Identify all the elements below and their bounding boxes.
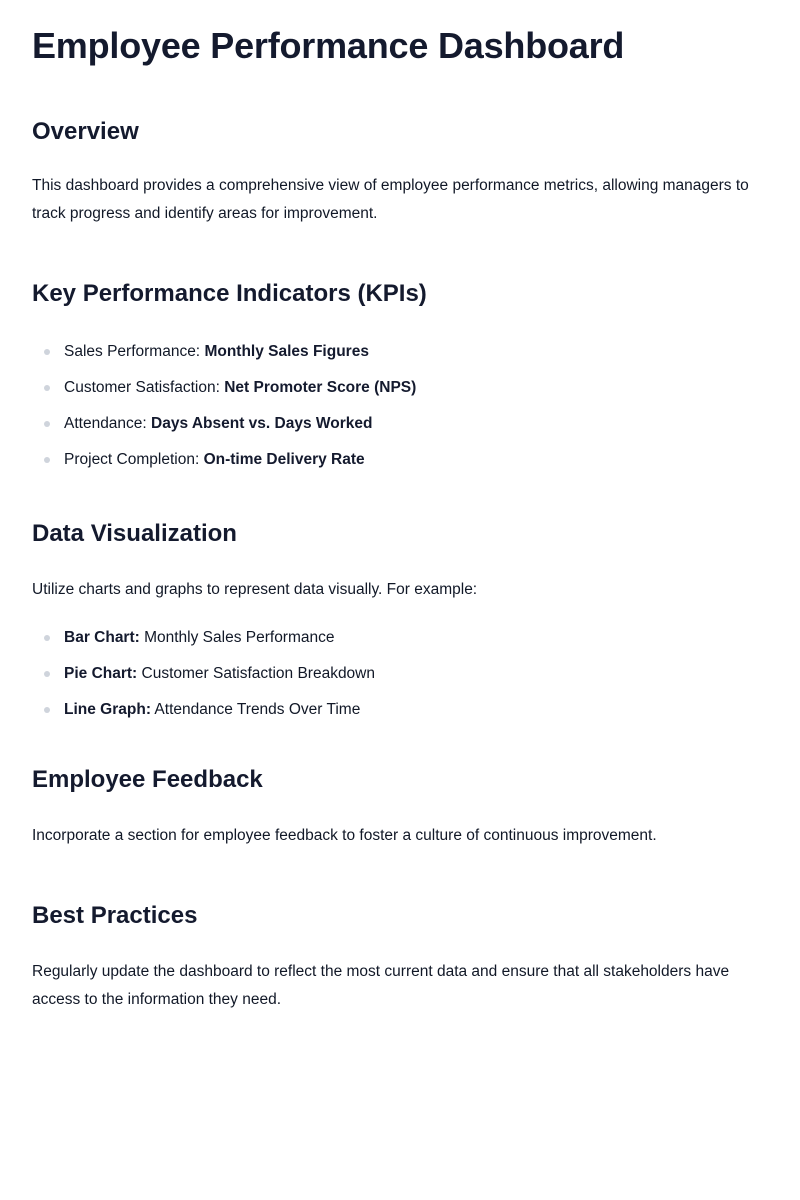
- chart-type-label: Line Graph:: [64, 701, 151, 718]
- kpi-label: Sales Performance:: [64, 343, 205, 360]
- list-item: [32, 376, 768, 400]
- list-item: [32, 626, 768, 650]
- data-visualization-text: Utilize charts and graphs to represent data visually. For example:: [32, 581, 478, 598]
- employee-feedback-section: [32, 764, 768, 850]
- kpi-value: Monthly Sales Figures: [204, 343, 369, 360]
- page-title: Employee Performance Dashboard: [32, 25, 625, 66]
- kpi-value: Days Absent vs. Days Worked: [151, 415, 373, 432]
- overview-section: [32, 116, 768, 228]
- best-practices-section: [32, 900, 768, 1014]
- list-item: [32, 448, 768, 472]
- overview-heading: Overview: [32, 118, 139, 145]
- kpi-value: On-time Delivery Rate: [203, 451, 365, 468]
- kpi-label: Customer Satisfaction:: [64, 379, 225, 396]
- list-item: [32, 412, 768, 436]
- chart-type-label: Bar Chart:: [64, 629, 140, 646]
- chart-description: Attendance Trends Over Time: [150, 701, 361, 718]
- best-practices-heading: Best Practices: [32, 902, 198, 929]
- chart-description: Customer Satisfaction Breakdown: [137, 665, 375, 682]
- kpi-value: Net Promoter Score (NPS): [224, 379, 417, 396]
- list-item: [32, 340, 768, 364]
- data-visualization-section: [32, 518, 768, 722]
- chart-description: Monthly Sales Performance: [139, 629, 335, 646]
- chart-type-label: Pie Chart:: [64, 665, 138, 682]
- data-visualization-heading: Data Visualization: [32, 520, 237, 547]
- employee-feedback-heading: Employee Feedback: [32, 766, 263, 793]
- employee-feedback-text: Incorporate a section for employee feedback to foster a culture of continuous improvement.: [32, 827, 657, 844]
- best-practices-text: Regularly update the dashboard to reflect the most current data and ensure that all stakeholders have access to the information they need.: [32, 963, 730, 1008]
- overview-text: This dashboard provides a comprehensive view of employee performance metrics, allowing managers to track progress and identify areas for improvement.: [32, 177, 749, 222]
- kpi-label: Attendance:: [64, 415, 152, 432]
- visualization-list: [32, 626, 768, 722]
- kpi-heading: Key Performance Indicators (KPIs): [32, 280, 427, 307]
- list-item: [32, 662, 768, 686]
- kpi-section: [32, 278, 768, 472]
- kpi-label: Project Completion:: [64, 451, 204, 468]
- list-item: [32, 698, 768, 722]
- kpi-list: [32, 340, 768, 472]
